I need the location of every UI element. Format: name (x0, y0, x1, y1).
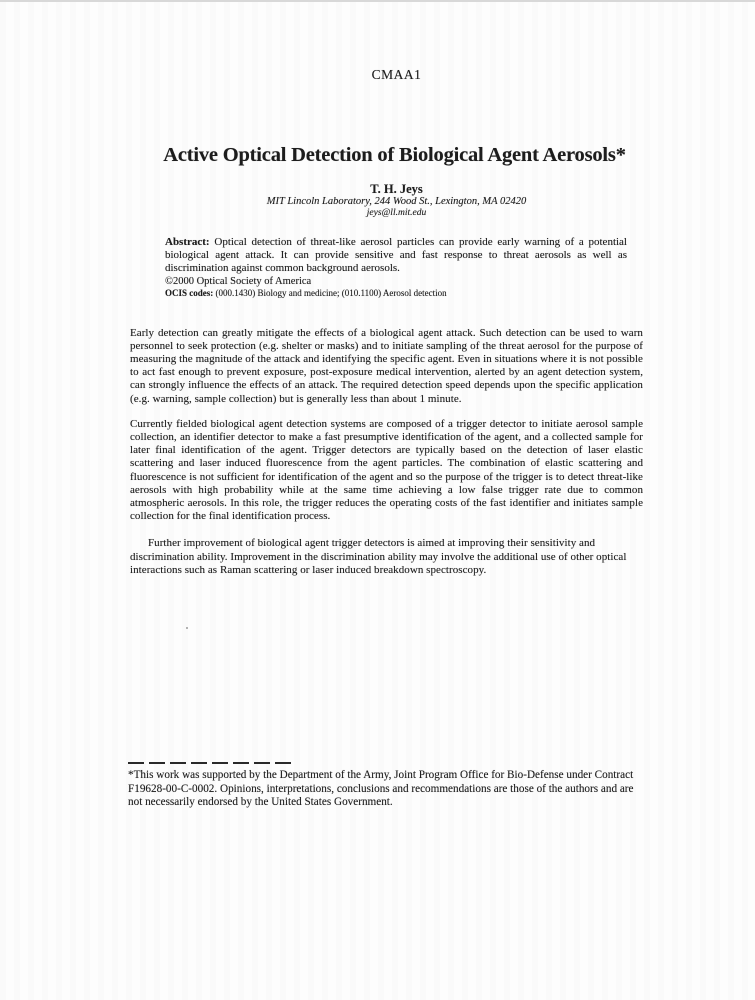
author-name: T. H. Jeys (370, 182, 423, 196)
copyright-line: ©2000 Optical Society of America (165, 275, 312, 287)
body-paragraph-3: Further improvement of biological agent trigger detectors is aimed at improving their sensitivity and discrimination ability. Improvement in the discrimination ability may involve the additional use of other optical interactions such as Raman scattering or laser induced breakdown spectroscopy. (130, 537, 627, 576)
abstract-label: Abstract: (165, 235, 210, 248)
body-paragraph-1: Early detection can greatly mitigate the effects of a biological agent attack. Such detection can be used to warn personnel to seek protection (e.g. shelter or masks) and to initiate sampling of the threat aerosol for the purpose of measuring the magnitude of the attack and identifying the specific agent. Even in situations where it is not possible to act fast enough to prevent exposure, post-exposure medical intervention, alerted by an agent detection system, can strongly influence the effects of an attack. The required detection speed depends upon the specific application (e.g. warning, sample collection) but is generally less than about 1 minute. (130, 326, 643, 405)
paper-title: Active Optical Detection of Biological Agent Aerosols* (163, 144, 626, 166)
ocis-line (165, 288, 627, 299)
ocis-codes-text: (000.1430) Biology and medicine; (010.1100) Aerosol detection (213, 287, 447, 298)
page-content (130, 0, 643, 577)
footnote-block (128, 762, 643, 810)
scan-speckle-artifact (186, 627, 188, 629)
author-affiliation: MIT Lincoln Laboratory, 244 Wood St., Lexington, MA 02420 (266, 196, 527, 207)
abstract-paragraph (165, 236, 627, 275)
author-email: jeys@ll.mit.edu (366, 207, 427, 218)
body-paragraph-2: Currently fielded biological agent detection systems are composed of a trigger detector to initiate aerosol sample collection, an identifier detector to make a fast presumptive identification of the agent, and a collected sample for later final identification of the agent. Trigger detectors are typically based on the detection of laser elastic scattering and laser induced fluorescence from the agent particles. The combination of elastic scattering and fluorescence is not sufficient for identification of the agent and so the purpose of the trigger is to detect threat-like aerosols with high probability while at the same time achieving a low false trigger rate due to common atmospheric aerosols. In this role, the trigger reduces the operating costs of the fast identifier and initiates sample collection for the final identification process. (130, 417, 643, 523)
footnote-rule (128, 762, 292, 764)
abstract-text: Optical detection of threat-like aerosol particles can provide early warning of a potential biological agent attack. It can provide sensitive and fast response to threat aerosols as well as discrimination against common background aerosols. (165, 235, 627, 274)
author-block (140, 182, 653, 219)
ocis-codes-label: OCIS codes: (165, 287, 214, 298)
session-code: CMAA1 (371, 67, 422, 82)
footnote-text: *This work was supported by the Department of the Army, Joint Program Office for Bio-Defense under Contract F19628-00-C-0002. Opinions, interpretations, conclusions and recommendations are those of the authors and are not necessarily endorsed by the United States Government. (128, 769, 634, 809)
